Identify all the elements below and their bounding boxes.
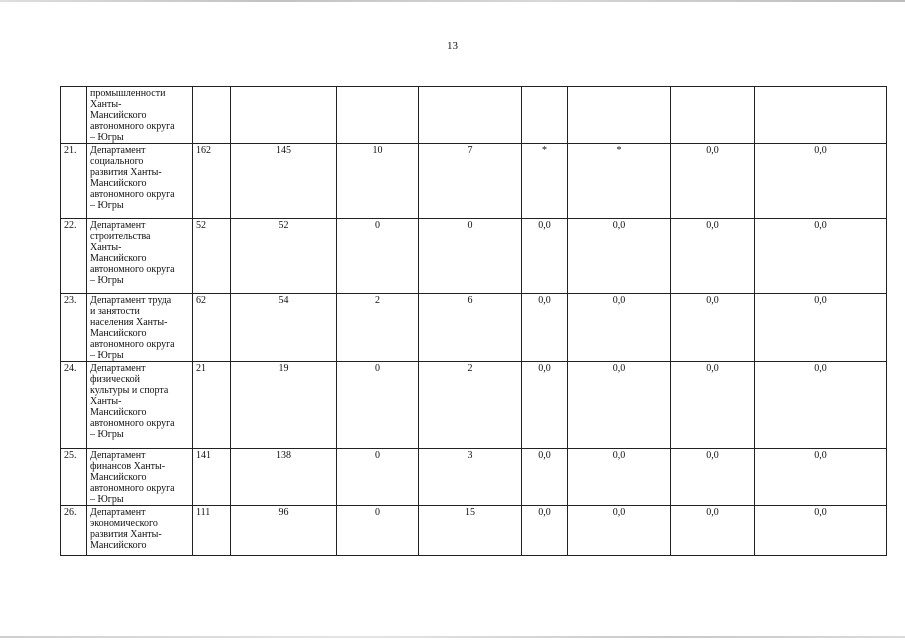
cell-col5: 0,0: [522, 449, 568, 506]
cell-col8: 0,0: [755, 144, 887, 219]
cell-col8: 0,0: [755, 449, 887, 506]
department-name: Департамент экономического развития Ханты- Мансийского: [87, 506, 193, 556]
cell-col8: 0,0: [755, 219, 887, 294]
scan-edge-top: [0, 0, 905, 2]
row-number: 26.: [61, 506, 87, 556]
cell-total: 111: [193, 506, 231, 556]
cell-col5: 0,0: [522, 294, 568, 362]
cell-col7: 0,0: [671, 219, 755, 294]
cell-col2: 96: [231, 506, 337, 556]
table-row: [61, 219, 887, 294]
cell-col2: 52: [231, 219, 337, 294]
department-name: Департамент строительства Ханты- Мансийского автономного округа – Югры: [87, 219, 193, 294]
table-row: [61, 144, 887, 219]
cell-col7: 0,0: [671, 362, 755, 449]
cell-col8: 0,0: [755, 506, 887, 556]
table-row: [61, 506, 887, 556]
cell-col6: 0,0: [568, 219, 671, 294]
cell-col6: 0,0: [568, 449, 671, 506]
page-number: 13: [447, 40, 458, 52]
cell-total: [193, 87, 231, 144]
table-row: [61, 362, 887, 449]
cell-col5: 0,0: [522, 506, 568, 556]
cell-col7: 0,0: [671, 506, 755, 556]
cell-col3: 0: [337, 506, 419, 556]
cell-col7: [671, 87, 755, 144]
cell-col2: [231, 87, 337, 144]
department-name: Департамент социального развития Ханты- Мансийского автономного округа – Югры: [87, 144, 193, 219]
cell-col3: 2: [337, 294, 419, 362]
cell-col6: 0,0: [568, 294, 671, 362]
row-number: 21.: [61, 144, 87, 219]
row-number: 25.: [61, 449, 87, 506]
department-name: Департамент финансов Ханты- Мансийского автономного округа – Югры: [87, 449, 193, 506]
cell-total: 162: [193, 144, 231, 219]
department-name: промышленности Ханты- Мансийского автономного округа – Югры: [87, 87, 193, 144]
cell-col4: 15: [419, 506, 522, 556]
table-row: [61, 87, 887, 144]
cell-col8: [755, 87, 887, 144]
cell-col7: 0,0: [671, 449, 755, 506]
scan-edge-bottom: [0, 636, 905, 638]
departments-table: [60, 86, 887, 556]
cell-total: 21: [193, 362, 231, 449]
cell-col5: 0,0: [522, 219, 568, 294]
row-number: 23.: [61, 294, 87, 362]
cell-col4: 3: [419, 449, 522, 506]
cell-col2: 145: [231, 144, 337, 219]
cell-col7: 0,0: [671, 144, 755, 219]
cell-col3: 0: [337, 362, 419, 449]
cell-col3: 0: [337, 449, 419, 506]
cell-total: 62: [193, 294, 231, 362]
cell-col7: 0,0: [671, 294, 755, 362]
cell-total: 141: [193, 449, 231, 506]
cell-col4: 6: [419, 294, 522, 362]
cell-col5: 0,0: [522, 362, 568, 449]
cell-col5: *: [522, 144, 568, 219]
cell-col6: 0,0: [568, 506, 671, 556]
table-row: [61, 449, 887, 506]
department-name: Департамент физической культуры и спорта Ханты- Мансийского автономного округа – Югры: [87, 362, 193, 449]
cell-col6: [568, 87, 671, 144]
row-number: 24.: [61, 362, 87, 449]
cell-col2: 19: [231, 362, 337, 449]
cell-col3: 0: [337, 219, 419, 294]
row-number: [61, 87, 87, 144]
cell-col4: [419, 87, 522, 144]
table-row: [61, 294, 887, 362]
cell-col6: 0,0: [568, 362, 671, 449]
cell-col5: [522, 87, 568, 144]
cell-col8: 0,0: [755, 362, 887, 449]
cell-col2: 138: [231, 449, 337, 506]
cell-col2: 54: [231, 294, 337, 362]
cell-col4: 0: [419, 219, 522, 294]
cell-col8: 0,0: [755, 294, 887, 362]
cell-col4: 2: [419, 362, 522, 449]
cell-total: 52: [193, 219, 231, 294]
row-number: 22.: [61, 219, 87, 294]
department-name: Департамент труда и занятости населения Ханты- Мансийского автономного округа – Югры: [87, 294, 193, 362]
cell-col3: 10: [337, 144, 419, 219]
cell-col3: [337, 87, 419, 144]
cell-col4: 7: [419, 144, 522, 219]
cell-col6: *: [568, 144, 671, 219]
